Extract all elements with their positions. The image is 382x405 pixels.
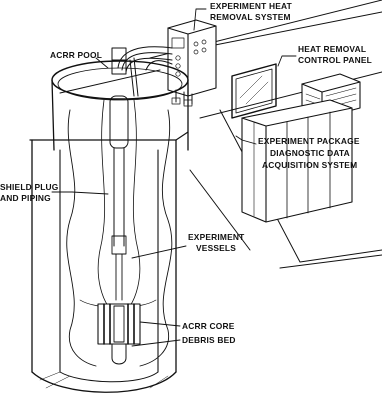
label-acrr-pool: ACRR POOL	[50, 50, 103, 60]
label-shield-plug-2: AND PIPING	[0, 193, 51, 203]
acrr-core	[98, 304, 140, 364]
label-heat-removal-system-2: REMOVAL SYSTEM	[210, 12, 291, 22]
label-daq-2: DIAGNOSTIC DATA	[270, 148, 350, 158]
label-experiment-vessels-1: EXPERIMENT	[188, 232, 245, 242]
label-daq-1: EXPERIMENT PACKAGE	[258, 136, 360, 146]
wall-window	[232, 64, 276, 118]
label-daq-3: ACQUISITION SYSTEM	[262, 160, 358, 170]
heat-removal-system-cabinet	[168, 20, 216, 106]
label-heat-removal-panel-1: HEAT REMOVAL	[298, 44, 367, 54]
label-heat-removal-panel-2: CONTROL PANEL	[298, 55, 372, 65]
label-experiment-vessels-2: VESSELS	[196, 243, 237, 253]
label-debris-bed: DEBRIS BED	[182, 335, 236, 345]
label-acrr-core: ACRR CORE	[182, 321, 235, 331]
experiment-column	[98, 48, 140, 306]
label-heat-removal-system-1: EXPERIMENT HEAT	[210, 1, 292, 11]
label-shield-plug-1: SHIELD PLUG	[0, 182, 59, 192]
